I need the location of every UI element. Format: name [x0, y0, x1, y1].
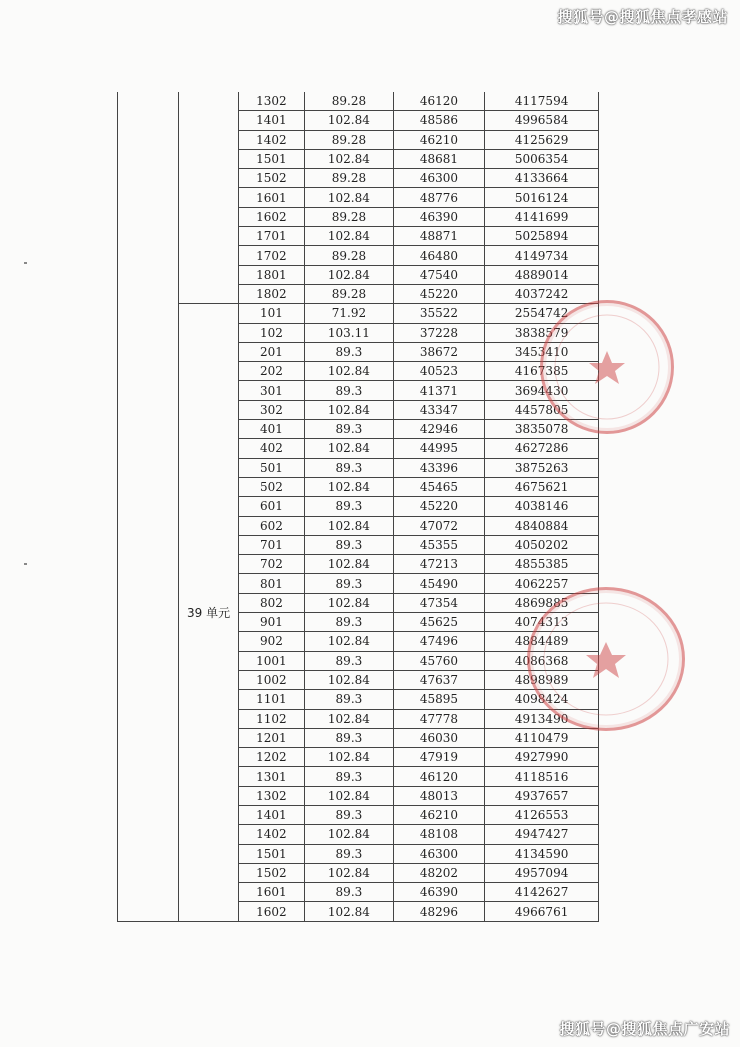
total-price: 4167385: [485, 362, 599, 381]
room-number: 1602: [238, 902, 304, 921]
area: 102.84: [305, 593, 394, 612]
area: 102.84: [305, 748, 394, 767]
total-price: 4966761: [485, 902, 599, 921]
unit-cell-prev: [179, 92, 238, 304]
area: 102.84: [305, 709, 394, 728]
area: 89.3: [305, 420, 394, 439]
total-price: 4457805: [485, 400, 599, 419]
room-number: 1802: [238, 284, 304, 303]
room-number: 1202: [238, 748, 304, 767]
room-number: 1801: [238, 265, 304, 284]
total-price: 4855385: [485, 555, 599, 574]
area: 89.3: [305, 535, 394, 554]
area: 102.84: [305, 362, 394, 381]
room-number: 702: [238, 555, 304, 574]
area: 102.84: [305, 632, 394, 651]
total-price: 4074313: [485, 613, 599, 632]
unit-price: 40523: [393, 362, 485, 381]
room-number: 102: [238, 323, 304, 342]
total-price: 4884489: [485, 632, 599, 651]
unit-price: 47919: [393, 748, 485, 767]
total-price: 4149734: [485, 246, 599, 265]
room-number: 301: [238, 381, 304, 400]
area: 89.3: [305, 767, 394, 786]
area: 102.84: [305, 111, 394, 130]
unit-price: 47354: [393, 593, 485, 612]
area: 89.3: [305, 574, 394, 593]
unit-price: 45760: [393, 651, 485, 670]
unit-price: 35522: [393, 304, 485, 323]
room-number: 202: [238, 362, 304, 381]
area: 102.84: [305, 825, 394, 844]
unit-price: 46030: [393, 728, 485, 747]
unit-price: 45625: [393, 613, 485, 632]
total-price: 4126553: [485, 805, 599, 824]
room-number: 602: [238, 516, 304, 535]
area: 89.3: [305, 883, 394, 902]
total-price: 5025894: [485, 227, 599, 246]
unit-price: 46300: [393, 844, 485, 863]
total-price: 4118516: [485, 767, 599, 786]
room-number: 1601: [238, 883, 304, 902]
total-price: 4117594: [485, 92, 599, 111]
room-number: 1201: [238, 728, 304, 747]
total-price: 4627286: [485, 439, 599, 458]
area: 89.28: [305, 92, 394, 111]
unit-price: 48681: [393, 149, 485, 168]
room-number: 1102: [238, 709, 304, 728]
scan-speck: [24, 563, 27, 565]
total-price: 4141699: [485, 207, 599, 226]
total-price: 4062257: [485, 574, 599, 593]
area: 102.84: [305, 555, 394, 574]
area: 89.3: [305, 805, 394, 824]
total-price: 4110479: [485, 728, 599, 747]
total-price: 4927990: [485, 748, 599, 767]
room-number: 302: [238, 400, 304, 419]
total-price: 4142627: [485, 883, 599, 902]
area: 89.3: [305, 728, 394, 747]
unit-price: 46300: [393, 169, 485, 188]
unit-price: 46120: [393, 767, 485, 786]
room-number: 502: [238, 477, 304, 496]
room-number: 1402: [238, 130, 304, 149]
price-table-body: [118, 92, 599, 921]
table-row: [118, 92, 599, 111]
unit-price: 46390: [393, 207, 485, 226]
total-price: 4840884: [485, 516, 599, 535]
unit-price: 47072: [393, 516, 485, 535]
unit-price: 46390: [393, 883, 485, 902]
area: 89.28: [305, 169, 394, 188]
room-number: 1501: [238, 149, 304, 168]
area: 102.84: [305, 439, 394, 458]
room-number: 101: [238, 304, 304, 323]
room-number: 1002: [238, 670, 304, 689]
room-number: 401: [238, 420, 304, 439]
total-price: 4134590: [485, 844, 599, 863]
room-number: 1601: [238, 188, 304, 207]
room-number: 1701: [238, 227, 304, 246]
building-cell: [118, 92, 179, 921]
total-price: 4957094: [485, 863, 599, 882]
room-number: 201: [238, 342, 304, 361]
room-number: 902: [238, 632, 304, 651]
room-number: 1402: [238, 825, 304, 844]
total-price: 3838579: [485, 323, 599, 342]
unit-price: 48108: [393, 825, 485, 844]
unit-price: 47540: [393, 265, 485, 284]
total-price: 4869885: [485, 593, 599, 612]
area: 102.84: [305, 516, 394, 535]
area: 89.3: [305, 497, 394, 516]
area: 89.3: [305, 690, 394, 709]
total-price: 3694430: [485, 381, 599, 400]
unit-price: 47637: [393, 670, 485, 689]
room-number: 402: [238, 439, 304, 458]
price-table-container: [117, 92, 599, 922]
unit-price: 47778: [393, 709, 485, 728]
table-row: [118, 304, 599, 323]
room-number: 1001: [238, 651, 304, 670]
area: 89.3: [305, 613, 394, 632]
official-seal-stamp: [527, 587, 685, 731]
unit-price: 47496: [393, 632, 485, 651]
total-price: 4133664: [485, 169, 599, 188]
area: 71.92: [305, 304, 394, 323]
room-number: 1502: [238, 863, 304, 882]
room-number: 1301: [238, 767, 304, 786]
area: 102.84: [305, 902, 394, 921]
room-number: 1501: [238, 844, 304, 863]
unit-price: 45220: [393, 497, 485, 516]
unit-price: 38672: [393, 342, 485, 361]
room-number: 501: [238, 458, 304, 477]
unit-price: 48202: [393, 863, 485, 882]
unit-price: 48586: [393, 111, 485, 130]
room-number: 801: [238, 574, 304, 593]
room-number: 701: [238, 535, 304, 554]
watermark-top: 搜狐号@搜狐焦点孝感站: [557, 8, 728, 26]
unit-price: 45465: [393, 477, 485, 496]
room-number: 1502: [238, 169, 304, 188]
total-price: 4037242: [485, 284, 599, 303]
room-number: 1101: [238, 690, 304, 709]
star-icon: [543, 303, 671, 431]
unit-price: 46210: [393, 130, 485, 149]
unit-price: 46480: [393, 246, 485, 265]
room-number: 901: [238, 613, 304, 632]
watermark-bottom: 搜狐号@搜狐焦点广安站: [559, 1020, 730, 1038]
unit-price: 48871: [393, 227, 485, 246]
area: 89.3: [305, 381, 394, 400]
unit-price: 37228: [393, 323, 485, 342]
room-number: 1602: [238, 207, 304, 226]
total-price: 4937657: [485, 786, 599, 805]
unit-price: 46120: [393, 92, 485, 111]
official-seal-stamp: [540, 300, 674, 434]
area: 102.84: [305, 477, 394, 496]
room-number: 1401: [238, 111, 304, 130]
star-icon: [530, 590, 682, 728]
unit-price: 42946: [393, 420, 485, 439]
area: 89.3: [305, 342, 394, 361]
room-number: 802: [238, 593, 304, 612]
unit-price: 44995: [393, 439, 485, 458]
unit-price: 45895: [393, 690, 485, 709]
total-price: 4125629: [485, 130, 599, 149]
price-table: [117, 92, 599, 922]
area: 89.28: [305, 284, 394, 303]
unit-price: 45355: [393, 535, 485, 554]
unit-price: 48776: [393, 188, 485, 207]
total-price: 4898989: [485, 670, 599, 689]
total-price: 4038146: [485, 497, 599, 516]
area: 102.84: [305, 149, 394, 168]
area: 89.3: [305, 651, 394, 670]
unit-label: 39 单元: [179, 304, 238, 922]
area: 89.28: [305, 246, 394, 265]
total-price: 4996584: [485, 111, 599, 130]
room-number: 601: [238, 497, 304, 516]
area: 103.11: [305, 323, 394, 342]
area: 102.84: [305, 786, 394, 805]
total-price: 4098424: [485, 690, 599, 709]
total-price: 4675621: [485, 477, 599, 496]
unit-price: 41371: [393, 381, 485, 400]
unit-price: 48013: [393, 786, 485, 805]
area: 89.28: [305, 207, 394, 226]
total-price: 5006354: [485, 149, 599, 168]
scan-speck: [24, 262, 27, 264]
area: 89.3: [305, 844, 394, 863]
total-price: 2554742: [485, 304, 599, 323]
area: 102.84: [305, 227, 394, 246]
area: 102.84: [305, 400, 394, 419]
room-number: 1702: [238, 246, 304, 265]
unit-price: 45220: [393, 284, 485, 303]
total-price: 5016124: [485, 188, 599, 207]
area: 102.84: [305, 265, 394, 284]
total-price: 3835078: [485, 420, 599, 439]
total-price: 3453410: [485, 342, 599, 361]
unit-price: 46210: [393, 805, 485, 824]
room-number: 1401: [238, 805, 304, 824]
unit-price: 45490: [393, 574, 485, 593]
unit-price: 48296: [393, 902, 485, 921]
total-price: 4889014: [485, 265, 599, 284]
unit-price: 47213: [393, 555, 485, 574]
room-number: 1302: [238, 92, 304, 111]
total-price: 4913490: [485, 709, 599, 728]
area: 89.3: [305, 458, 394, 477]
total-price: 3875263: [485, 458, 599, 477]
area: 89.28: [305, 130, 394, 149]
total-price: 4947427: [485, 825, 599, 844]
total-price: 4050202: [485, 535, 599, 554]
area: 102.84: [305, 863, 394, 882]
unit-price: 43347: [393, 400, 485, 419]
total-price: 4086368: [485, 651, 599, 670]
area: 102.84: [305, 188, 394, 207]
area: 102.84: [305, 670, 394, 689]
room-number: 1302: [238, 786, 304, 805]
unit-price: 43396: [393, 458, 485, 477]
